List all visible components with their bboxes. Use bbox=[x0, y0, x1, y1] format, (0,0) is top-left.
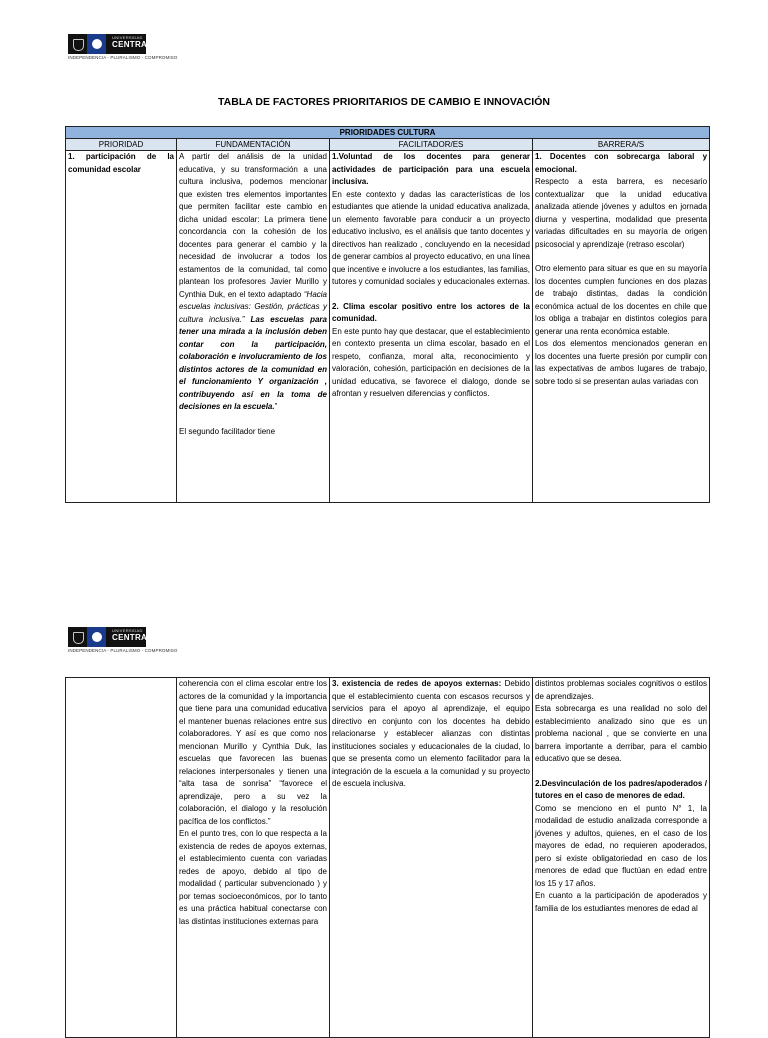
logo-brand-text: CENTRAL bbox=[112, 633, 153, 642]
logo-brand-text: CENTRAL bbox=[112, 40, 153, 49]
fundamentacion-second-paragraph: El segundo facilitador tiene bbox=[179, 426, 276, 436]
fundamentacion-cell bbox=[177, 678, 330, 1038]
logo-university-text: UNIVERSIDAD bbox=[112, 628, 143, 633]
facilitador-3-title: 3. existencia de redes de apoyos externas: bbox=[332, 679, 502, 688]
priorities-table bbox=[65, 126, 710, 503]
barrera-1-text: Respecto a esta barrera, es necesario contextualizar que la unidad educativa analizada atiende jóvenes y adultos en jornada diurna y vespertina, modalidad que presenta variadas dificultades en su mayoría de origen psicosocial y aprendizaje (retraso escolar) bbox=[535, 177, 708, 249]
barrera-2-text: Como se menciono en el punto N° 1, la modalidad de estudio analizada corresponde a jóvenes y adultos, quienes, en el caso de los mayores de edad, no requieren apoderados, pero si existe obligatoriedad en caso de los menores de edad que fluctúan en edad entre los 15 y 17 años. bbox=[535, 803, 707, 888]
column-header-prioridad: PRIORIDAD bbox=[66, 139, 177, 151]
university-logo-page-2 bbox=[68, 627, 177, 654]
table-column-header-row bbox=[66, 139, 710, 151]
facilitadores-cell bbox=[330, 678, 533, 1038]
fundamentacion-cell bbox=[177, 151, 330, 503]
document-title: TABLA DE FACTORES PRIORITARIOS DE CAMBIO E INNOVACIÓN bbox=[218, 96, 550, 108]
barrera-1-paragraph-3: Los dos elementos mencionados generan en los docentes una fuerte presión por cumplir con las expectativas de ambos lugares de trabajo, sobre todo si se presentan aulas variadas con bbox=[535, 339, 708, 386]
barrera-1-paragraph-2: Otro elemento para situar es que en su mayoría los docentes cumplen funciones en dos plazas de trabajo distintas, dadas la condición económica actual de los docentes en chile que los obliga a trabajar en distintos colegios para generar una renta económica estable. bbox=[535, 264, 708, 336]
circle-icon bbox=[92, 39, 102, 49]
facilitador-2-title: 2. Clima escolar positivo entre los actores de la comunidad. bbox=[332, 301, 530, 323]
barrera-2-paragraph-2: En cuanto a la participación de apoderados y familia de los estudiantes menores de edad al bbox=[535, 891, 707, 913]
logo-bar bbox=[68, 627, 153, 647]
logo-tagline: INDEPENDENCIA - PLURALISMO - COMPROMISO bbox=[68, 648, 178, 653]
fundamentacion-text: A partir del análisis de la unidad educativa, y su transformación a una cultura inclusiva, podemos mencionar que existen tres elementos importantes que permiten facilitar este cambio en dicha unidad escolar: La primera tiene concordancia con la cohesión de los docentes para generar el cambio y la necesidad de involucrar a todos los estamentos de la comunidad, tal como plantean los profesores Javier Murillo y Cynthia Duk, en el texto adaptado bbox=[179, 152, 327, 299]
barreras-cell bbox=[533, 151, 710, 503]
logo-bar bbox=[68, 34, 153, 54]
barrera-2-title: 2.Desvinculación de los padres/apoderados / tutores en el caso de menores de edad. bbox=[535, 778, 707, 800]
table-row bbox=[66, 678, 710, 1038]
barrera-1-title: 1. Docentes con sobrecarga laboral y emocional. bbox=[535, 152, 708, 174]
fundamentacion-quote: Las escuelas para tener una mirada a la inclusión deben contar con la participación, colaboración e involucramiento de los distintos actores de la comunidad en el funcionamiento Y organización , contribuyendo así en la toma de decisiones en la escuela. bbox=[179, 314, 327, 411]
logo-university-text: UNIVERSIDAD bbox=[112, 35, 143, 40]
circle-icon bbox=[92, 632, 102, 642]
section-header: PRIORIDADES CULTURA bbox=[66, 127, 710, 139]
facilitador-1-title: 1.Voluntad de los docentes para generar actividades de participación para una escuela inclusiva. bbox=[332, 152, 530, 186]
facilitadores-cell bbox=[330, 151, 533, 503]
fundamentacion-quote-title: “Hacia escuelas inclusivas: Gestión, prácticas y cultura inclusiva.” bbox=[179, 289, 327, 324]
column-header-barreras: BARRERA/S bbox=[533, 139, 710, 151]
logo-tagline: INDEPENDENCIA - PLURALISMO - COMPROMISO bbox=[68, 55, 178, 60]
facilitador-3-text: Debido que el establecimiento cuenta con escasos recursos y servicios para el apoyo al aprendizaje, el equipo directivo en conjunto con los docentes ha debido relacionarse y establecer alianzas con distintas instituciones sociales y educacionales de la ciudad, lo que se presenta como un elemento facilitador para la integración de la escuela a la comunidad y su proyecto de escuela inclusiva. bbox=[332, 679, 530, 788]
barrera-1-continued: distintos problemas sociales cognitivos o estilos de aprendizajes. bbox=[535, 679, 707, 701]
facilitador-2-text: En este punto hay que destacar, que el establecimiento en contexto presenta un clima escolar, basado en el respeto, confianza, moral alta, reconocimiento y valoración, cohesión, participación en decisiones de la unidad educativa, se favorece el dialogo, donde se afrontan y resuelven diferencias y conflictos. bbox=[332, 326, 530, 398]
priority-cell bbox=[66, 151, 177, 503]
fundamentacion-quote-end: ” bbox=[274, 402, 278, 411]
university-logo bbox=[68, 34, 177, 61]
priority-cell bbox=[66, 678, 177, 1038]
table-section-header-row bbox=[66, 127, 710, 139]
barrera-1-paragraph-4: Esta sobrecarga es una realidad no solo del establecimiento analizado sino que es un problema nacional , que se convierte en una barrera importante a derribar, para el cambio educativo que se desea. bbox=[535, 704, 707, 763]
priorities-table-continued bbox=[65, 677, 710, 1038]
fundamentacion-text-continued: coherencia con el clima escolar entre los actores de la comunidad y la importancia que tiene para una comunidad educativa el mantener buenas relaciones entre sus colaboradores. Y así es que como nos mencionan Murillo y Cynthia Duk, las escuelas que favorecen las buenas relaciones interpersonales y tienen una “alta tasa de sonrisa” “favorece el aprendizaje, pero a su vez la colaboración, el dialogo y la resolución pacífica de los conflictos.” bbox=[179, 679, 327, 826]
barreras-cell bbox=[533, 678, 710, 1038]
priority-label: 1. participación de la comunidad escolar bbox=[68, 152, 174, 174]
column-header-fundamentacion: FUNDAMENTACIÓN bbox=[177, 139, 330, 151]
table-row bbox=[66, 151, 710, 503]
shield-icon bbox=[73, 632, 84, 644]
fundamentacion-third-point: En el punto tres, con lo que respecta a la existencia de redes de apoyos externas, el establecimiento cuenta con variadas redes de apoyo, debido al tipo de modalidad ( particular subvencionado ) y por temas socioeconómicos, por lo tanto es una práctica habitual conectarse con las distintas instituciones externas para bbox=[179, 829, 327, 926]
facilitador-1-text: En este contexto y dadas las características de los estudiantes que atiende la unidad educativa analizada, un elemento favorable para conducir a un proyecto educativo inclusivo, es el análisis que tanto docentes y directivos han realizado , concluyendo en la necesidad de generar cambios al proyecto educativo, en una línea que incentive e involucre a los estudiantes, las familias, tutores y comunidad sociales y educacionales externas. bbox=[332, 189, 530, 286]
shield-icon bbox=[73, 39, 84, 51]
column-header-facilitadores: FACILITADOR/ES bbox=[330, 139, 533, 151]
